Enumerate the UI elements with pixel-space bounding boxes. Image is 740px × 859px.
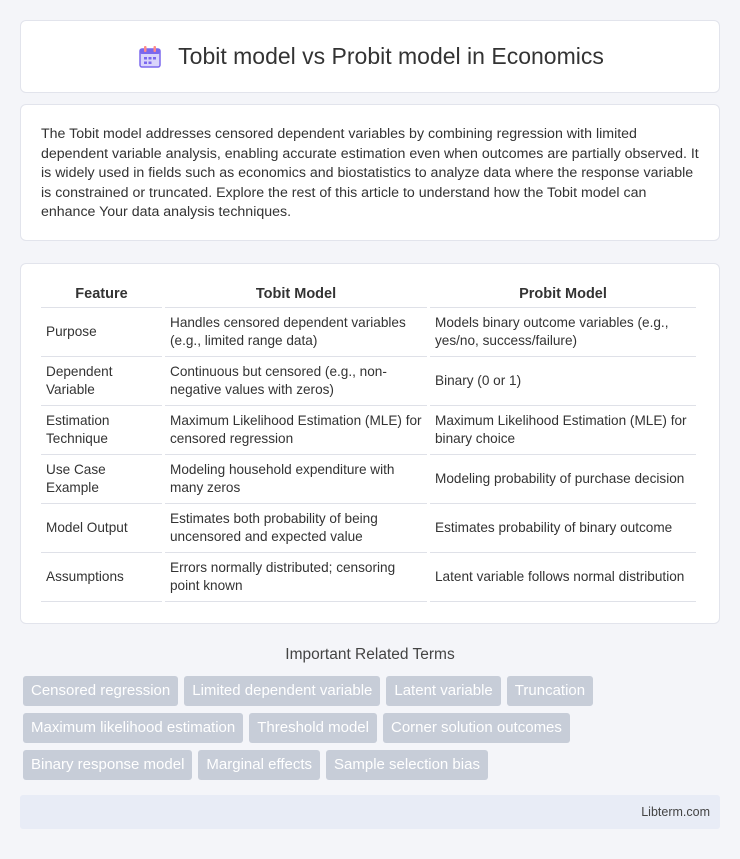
header-probit: Probit Model xyxy=(430,286,696,308)
header-tobit: Tobit Model xyxy=(165,286,427,308)
tobit-cell: Modeling household expenditure with many zeros xyxy=(165,455,427,504)
feature-cell: Model Output xyxy=(41,504,162,553)
feature-cell: Dependent Variable xyxy=(41,357,162,406)
tag-censored-regression[interactable]: Censored regression xyxy=(23,676,178,706)
table-row xyxy=(41,357,696,406)
tag-corner-solution-outcomes[interactable]: Corner solution outcomes xyxy=(383,713,570,743)
related-terms-section xyxy=(20,646,720,780)
calendar-icon xyxy=(136,43,164,71)
tobit-cell: Maximum Likelihood Estimation (MLE) for censored regression xyxy=(165,406,427,455)
tag-latent-variable[interactable]: Latent variable xyxy=(386,676,500,706)
table-row xyxy=(41,504,696,553)
probit-cell: Estimates probability of binary outcome xyxy=(430,504,696,553)
probit-cell: Maximum Likelihood Estimation (MLE) for binary choice xyxy=(430,406,696,455)
table-header-row xyxy=(41,286,696,308)
comparison-table-card xyxy=(20,263,720,624)
feature-cell: Use Case Example xyxy=(41,455,162,504)
feature-cell: Assumptions xyxy=(41,553,162,602)
table-row xyxy=(41,455,696,504)
feature-cell: Estimation Technique xyxy=(41,406,162,455)
probit-cell: Binary (0 or 1) xyxy=(430,357,696,406)
probit-cell: Modeling probability of purchase decision xyxy=(430,455,696,504)
tag-threshold-model[interactable]: Threshold model xyxy=(249,713,377,743)
probit-cell: Models binary outcome variables (e.g., yes/no, success/failure) xyxy=(430,308,696,357)
site-link[interactable]: Libterm.com xyxy=(641,805,710,819)
tag-marginal-effects[interactable]: Marginal effects xyxy=(198,750,320,780)
intro-paragraph: The Tobit model addresses censored dependent variables by combining regression with limited dependent variable analysis, enabling accurate estimation even when outcomes are partially observed. It is widely used in fields such as economics and biostatistics to analyze data where the response variable is constrained or truncated. Explore the rest of this article to understand how the Tobit model can enhance Your data analysis techniques. xyxy=(41,126,699,221)
tag-truncation[interactable]: Truncation xyxy=(507,676,593,706)
header-feature: Feature xyxy=(41,286,162,308)
table-row xyxy=(41,553,696,602)
probit-cell: Latent variable follows normal distribution xyxy=(430,553,696,602)
tobit-cell: Errors normally distributed; censoring point known xyxy=(165,553,427,602)
feature-cell: Purpose xyxy=(41,308,162,357)
related-tags xyxy=(23,676,723,780)
tobit-cell: Continuous but censored (e.g., non-negative values with zeros) xyxy=(165,357,427,406)
table-row xyxy=(41,308,696,357)
page-title: Tobit model vs Probit model in Economics xyxy=(178,43,604,69)
site-footer xyxy=(20,795,720,829)
table-row xyxy=(41,406,696,455)
intro-card xyxy=(20,104,720,241)
related-terms-title: Important Related Terms xyxy=(285,646,455,663)
comparison-table xyxy=(38,286,699,602)
tobit-cell: Handles censored dependent variables (e.g., limited range data) xyxy=(165,308,427,357)
tobit-cell: Estimates both probability of being uncensored and expected value xyxy=(165,504,427,553)
tag-sample-selection-bias[interactable]: Sample selection bias xyxy=(326,750,488,780)
header-card xyxy=(20,20,720,93)
tag-maximum-likelihood-estimation[interactable]: Maximum likelihood estimation xyxy=(23,713,243,743)
tag-limited-dependent-variable[interactable]: Limited dependent variable xyxy=(184,676,380,706)
tag-binary-response-model[interactable]: Binary response model xyxy=(23,750,192,780)
